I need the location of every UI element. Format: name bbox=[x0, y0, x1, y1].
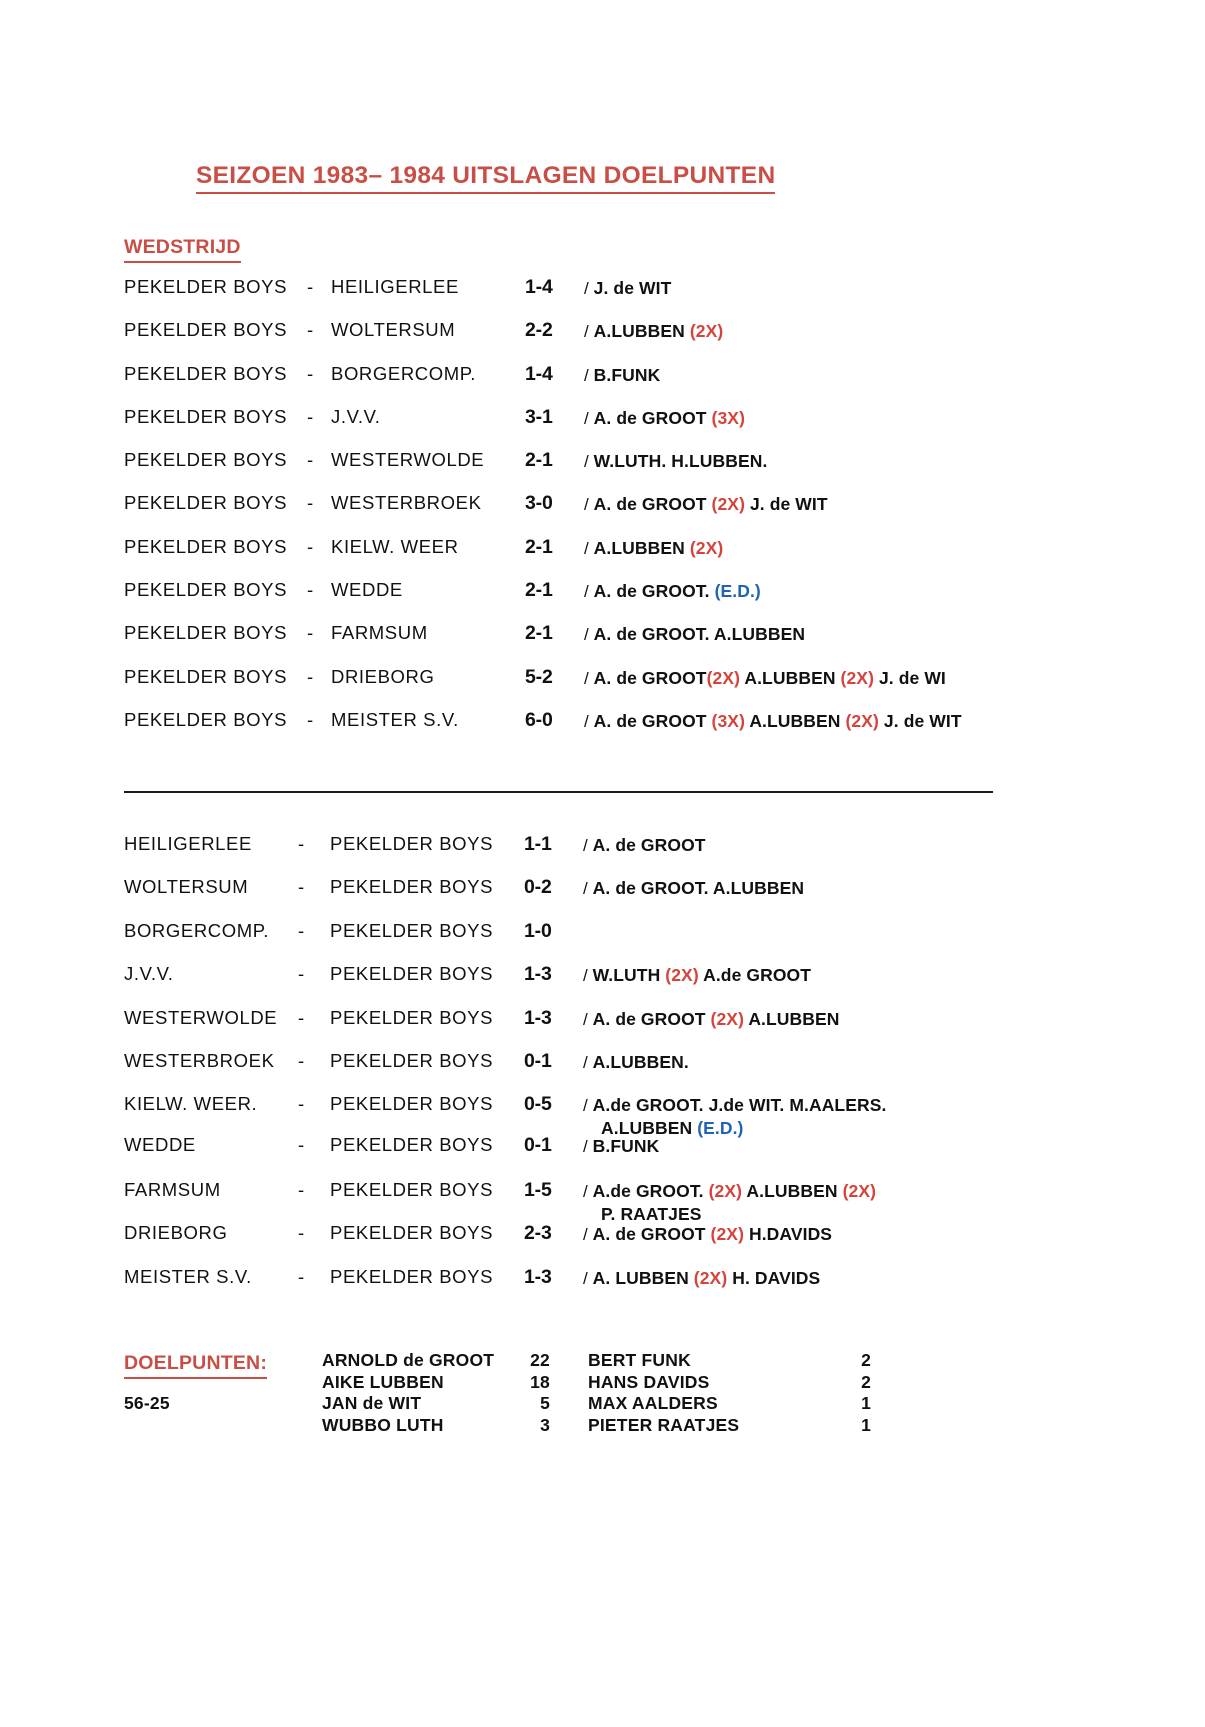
match-row bbox=[0, 535, 1205, 581]
match-away-team: DRIEBORG bbox=[331, 665, 435, 687]
match-home-team: PEKELDER BOYS bbox=[124, 319, 288, 341]
match-home-team: WESTERBROEK bbox=[124, 1049, 275, 1071]
match-score: 2-3 bbox=[524, 1222, 552, 1245]
section-heading-wedstrijd: WEDSTRIJD bbox=[124, 236, 241, 263]
match-score: 0-2 bbox=[524, 876, 552, 899]
match-home-team: PEKELDER BOYS bbox=[124, 449, 288, 471]
match-separator: - bbox=[298, 1222, 305, 1244]
match-away-team: PEKELDER BOYS bbox=[330, 876, 494, 898]
match-separator: - bbox=[307, 362, 314, 384]
page-title: SEIZOEN 1983– 1984 UITSLAGEN DOELPUNTEN bbox=[196, 163, 775, 194]
match-goalscorers: / A. de GROOT. A.LUBBEN bbox=[583, 878, 805, 899]
match-away-team: PEKELDER BOYS bbox=[330, 1049, 494, 1071]
match-home-team: BORGERCOMP. bbox=[124, 919, 270, 941]
match-score: 2-1 bbox=[525, 449, 553, 472]
scorer-name: MAX AALDERS bbox=[588, 1393, 718, 1413]
match-separator: - bbox=[307, 665, 314, 687]
match-goalscorers: / A.LUBBEN (2X) bbox=[584, 321, 724, 342]
scorer-total-row bbox=[0, 1395, 1205, 1417]
match-separator: - bbox=[298, 876, 305, 898]
match-row bbox=[0, 321, 1205, 364]
match-goalscorers: / J. de WIT bbox=[584, 278, 672, 298]
match-separator: - bbox=[298, 919, 305, 941]
match-separator: - bbox=[307, 535, 314, 557]
scorer-totals-table bbox=[0, 1352, 1205, 1438]
scorer-total-row bbox=[0, 1414, 1205, 1439]
match-home-team: MEISTER S.V. bbox=[124, 1265, 252, 1287]
match-row bbox=[0, 451, 1205, 494]
scorer-name: HANS DAVIDS bbox=[588, 1371, 710, 1392]
match-score: 6-0 bbox=[525, 708, 553, 731]
match-score: 0-1 bbox=[524, 1134, 552, 1157]
match-score: 3-0 bbox=[525, 492, 553, 515]
match-away-team: J.V.V. bbox=[331, 405, 381, 427]
match-row bbox=[0, 1265, 1205, 1311]
match-away-team: PEKELDER BOYS bbox=[330, 1093, 494, 1115]
scorer-total-row bbox=[0, 1371, 1205, 1396]
match-row bbox=[0, 1006, 1205, 1052]
match-row bbox=[0, 624, 1205, 667]
match-row bbox=[0, 362, 1205, 408]
scorer-goal-count: 1 bbox=[861, 1393, 871, 1413]
match-goalscorers: / B.FUNK bbox=[584, 364, 661, 385]
match-goalscorers: / A. de GROOT(2X) A.LUBBEN (2X) J. de WI bbox=[584, 667, 946, 688]
match-home-team: HEILIGERLEE bbox=[124, 833, 252, 854]
match-separator: - bbox=[298, 1179, 305, 1201]
match-score: 1-1 bbox=[524, 833, 552, 855]
match-away-team: MEISTER S.V. bbox=[331, 708, 459, 730]
match-score: 3-1 bbox=[525, 405, 553, 428]
match-away-team: KIELW. WEER bbox=[331, 535, 459, 557]
aggregate-score: 56-25 bbox=[124, 1393, 170, 1413]
match-goalscorers: / A. de GROOT (3X) bbox=[584, 407, 745, 428]
match-row bbox=[0, 1224, 1205, 1267]
match-score: 1-0 bbox=[524, 919, 552, 942]
match-row bbox=[0, 405, 1205, 451]
away-matches-list bbox=[0, 835, 1205, 1311]
match-separator: - bbox=[307, 449, 314, 471]
match-row bbox=[0, 1093, 1205, 1139]
match-goalscorers: / A.LUBBEN. bbox=[583, 1051, 689, 1072]
match-separator: - bbox=[307, 319, 314, 341]
match-separator: - bbox=[307, 622, 314, 644]
scorer-name: WUBBO LUTH bbox=[322, 1414, 444, 1435]
match-row bbox=[0, 1181, 1205, 1224]
match-row bbox=[0, 965, 1205, 1008]
scorer-name: ARNOLD de GROOT bbox=[322, 1350, 495, 1370]
match-away-team: PEKELDER BOYS bbox=[330, 1179, 494, 1201]
match-separator: - bbox=[307, 276, 314, 297]
match-separator: - bbox=[298, 1134, 305, 1156]
match-score: 2-1 bbox=[525, 535, 553, 558]
section-heading-doelpunten: DOELPUNTEN: bbox=[124, 1352, 267, 1379]
match-away-team: WEDDE bbox=[331, 579, 403, 601]
match-separator: - bbox=[298, 1093, 305, 1115]
match-row bbox=[0, 1049, 1205, 1095]
scorer-name: AIKE LUBBEN bbox=[322, 1371, 444, 1392]
match-home-team: WOLTERSUM bbox=[124, 876, 249, 898]
match-home-team: PEKELDER BOYS bbox=[124, 708, 288, 730]
match-separator: - bbox=[298, 833, 305, 854]
match-away-team: PEKELDER BOYS bbox=[330, 919, 494, 941]
match-goalscorers: / A.de GROOT. J.de WIT. M.AALERS. A.LUBBEN (E.D.) bbox=[583, 1095, 887, 1139]
match-score: 1-3 bbox=[524, 963, 552, 986]
scorer-name: PIETER RAATJES bbox=[588, 1414, 740, 1435]
match-score: 2-2 bbox=[525, 319, 553, 342]
match-away-team: WOLTERSUM bbox=[331, 319, 456, 341]
scorer-goal-count: 2 bbox=[861, 1371, 871, 1392]
match-row bbox=[0, 665, 1205, 711]
match-goalscorers: / B.FUNK bbox=[583, 1136, 660, 1157]
match-score: 2-1 bbox=[525, 579, 553, 602]
match-away-team: PEKELDER BOYS bbox=[330, 833, 494, 854]
scorer-total-row bbox=[0, 1352, 1205, 1374]
home-matches-list bbox=[0, 278, 1205, 754]
match-goalscorers: / W.LUTH (2X) A.de GROOT bbox=[583, 965, 812, 986]
match-score: 0-5 bbox=[524, 1093, 552, 1116]
match-away-team: PEKELDER BOYS bbox=[330, 1265, 494, 1287]
match-separator: - bbox=[307, 708, 314, 730]
match-home-team: J.V.V. bbox=[124, 963, 174, 985]
match-goalscorers: / A.de GROOT. (2X) A.LUBBEN (2X) P. RAATJES bbox=[583, 1181, 877, 1225]
match-score: 1-4 bbox=[525, 362, 553, 385]
match-score: 1-3 bbox=[524, 1265, 552, 1288]
match-row bbox=[0, 835, 1205, 878]
match-row bbox=[0, 494, 1205, 537]
match-home-team: DRIEBORG bbox=[124, 1222, 228, 1244]
section-divider bbox=[124, 791, 993, 793]
scorer-goal-count: 2 bbox=[861, 1350, 871, 1370]
match-away-team: HEILIGERLEE bbox=[331, 276, 459, 297]
match-row bbox=[0, 581, 1205, 624]
scorer-goal-count: 5 bbox=[540, 1393, 550, 1413]
match-score: 0-1 bbox=[524, 1049, 552, 1072]
match-away-team: BORGERCOMP. bbox=[331, 362, 477, 384]
match-score: 5-2 bbox=[525, 665, 553, 688]
match-home-team: PEKELDER BOYS bbox=[124, 622, 288, 644]
match-goalscorers: / A. de GROOT (2X) A.LUBBEN bbox=[583, 1008, 840, 1029]
scorer-goal-count: 1 bbox=[861, 1414, 871, 1435]
match-away-team: PEKELDER BOYS bbox=[330, 963, 494, 985]
match-away-team: FARMSUM bbox=[331, 622, 428, 644]
match-score: 1-4 bbox=[525, 276, 553, 298]
match-home-team: PEKELDER BOYS bbox=[124, 535, 288, 557]
match-goalscorers: / A. de GROOT bbox=[583, 835, 706, 855]
match-goalscorers: / W.LUTH. H.LUBBEN. bbox=[584, 451, 768, 472]
match-home-team: PEKELDER BOYS bbox=[124, 405, 288, 427]
match-goalscorers: / A. de GROOT. (E.D.) bbox=[584, 581, 761, 602]
match-away-team: PEKELDER BOYS bbox=[330, 1222, 494, 1244]
match-goalscorers: / A.LUBBEN (2X) bbox=[584, 537, 724, 558]
match-home-team: WEDDE bbox=[124, 1134, 196, 1156]
match-goalscorers: / A. de GROOT (2X) H.DAVIDS bbox=[583, 1224, 833, 1245]
scorer-name: BERT FUNK bbox=[588, 1350, 691, 1370]
match-home-team: PEKELDER BOYS bbox=[124, 492, 288, 514]
match-goalscorers: / A. de GROOT (2X) J. de WIT bbox=[584, 494, 828, 515]
scorer-goal-count: 18 bbox=[530, 1371, 550, 1392]
match-away-team: PEKELDER BOYS bbox=[330, 1134, 494, 1156]
scorer-goal-count: 22 bbox=[530, 1350, 550, 1370]
match-home-team: PEKELDER BOYS bbox=[124, 579, 288, 601]
match-score: 1-5 bbox=[524, 1179, 552, 1202]
match-home-team: FARMSUM bbox=[124, 1179, 221, 1201]
match-goalscorers: / A. de GROOT (3X) A.LUBBEN (2X) J. de WIT bbox=[584, 710, 962, 731]
match-separator: - bbox=[307, 492, 314, 514]
match-separator: - bbox=[298, 1265, 305, 1287]
match-home-team: KIELW. WEER. bbox=[124, 1093, 258, 1115]
match-home-team: PEKELDER BOYS bbox=[124, 362, 288, 384]
match-separator: - bbox=[298, 963, 305, 985]
match-home-team: WESTERWOLDE bbox=[124, 1006, 278, 1028]
match-row bbox=[0, 919, 1205, 965]
match-separator: - bbox=[298, 1006, 305, 1028]
scorer-name: JAN de WIT bbox=[322, 1393, 422, 1413]
match-row bbox=[0, 1136, 1205, 1181]
match-score: 2-1 bbox=[525, 622, 553, 645]
match-goalscorers: / A. LUBBEN (2X) H. DAVIDS bbox=[583, 1267, 821, 1288]
match-row bbox=[0, 278, 1205, 321]
match-away-team: PEKELDER BOYS bbox=[330, 1006, 494, 1028]
match-row bbox=[0, 878, 1205, 921]
match-separator: - bbox=[298, 1049, 305, 1071]
match-score: 1-3 bbox=[524, 1006, 552, 1029]
match-row bbox=[0, 708, 1205, 754]
match-away-team: WESTERBROEK bbox=[331, 492, 482, 514]
match-away-team: WESTERWOLDE bbox=[331, 449, 485, 471]
match-separator: - bbox=[307, 405, 314, 427]
scorer-goal-count: 3 bbox=[540, 1414, 550, 1435]
match-home-team: PEKELDER BOYS bbox=[124, 665, 288, 687]
match-home-team: PEKELDER BOYS bbox=[124, 276, 288, 297]
match-separator: - bbox=[307, 579, 314, 601]
match-goalscorers: / A. de GROOT. A.LUBBEN bbox=[584, 624, 806, 645]
